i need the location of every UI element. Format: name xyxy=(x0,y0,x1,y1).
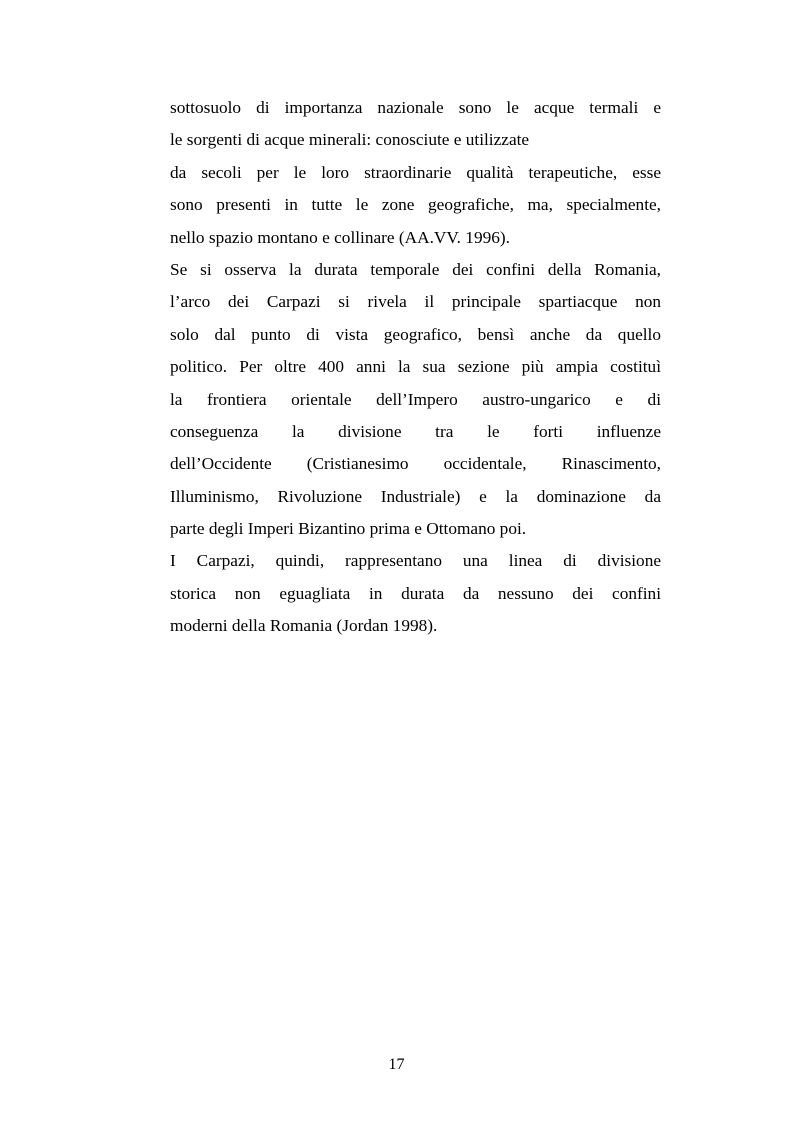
text-line: da secoli per le loro straordinarie qualità terapeutiche, esse xyxy=(170,162,661,182)
text-line: storica non eguagliata in durata da nessuno dei confini xyxy=(170,583,661,603)
text-line: sottosuolo di importanza nazionale sono le acque termali e xyxy=(170,98,661,117)
body-text xyxy=(170,92,661,643)
text-line: moderni della Romania (Jordan 1998). xyxy=(170,616,438,636)
text-line: solo dal punto di vista geografico, bensì anche da quello xyxy=(170,324,661,344)
text-line: parte degli Imperi Bizantino prima e Ottomano poi. xyxy=(170,519,527,539)
text-line: Se si osserva la durata temporale dei confini della Romania, xyxy=(170,259,661,279)
text-line: dell’Occidente (Cristianesimo occidentale, Rinascimento, xyxy=(170,454,661,474)
text-line: la frontiera orientale dell’Impero austro-ungarico e di xyxy=(170,389,661,409)
text-line: sono presenti in tutte le zone geografiche, ma, specialmente, xyxy=(170,195,661,215)
text-line: nello spazio montano e collinare (AA.VV. 1996). xyxy=(170,227,510,247)
text-line: conseguenza la divisione tra le forti influenze xyxy=(170,421,661,441)
text-line: l’arco dei Carpazi si rivela il principale spartiacque non xyxy=(170,292,661,312)
text-line: le sorgenti di acque minerali: conosciute e utilizzate xyxy=(170,130,530,150)
text-line: politico. Per oltre 400 anni la sua sezione più ampia costituì xyxy=(170,357,661,377)
text-line: I Carpazi, quindi, rappresentano una linea di divisione xyxy=(170,551,661,571)
text-line: Illuminismo, Rivoluzione Industriale) e la dominazione da xyxy=(170,486,661,506)
page-number: 17 xyxy=(388,1056,405,1073)
